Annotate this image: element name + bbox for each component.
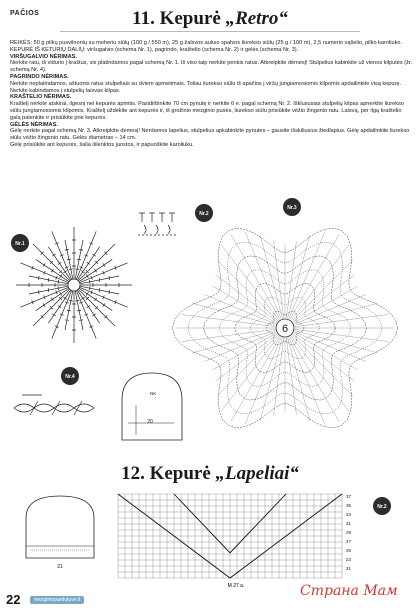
row-number: 27 (346, 539, 352, 544)
crown-paragraph: Nerkite ratu, iš vidurio į kraštus, vis platindamos pagal schemą Nr. 1. Iš viso taip nerkite penkis ratus. Atkreipkite dėmesį! Stulpelius kabinkite už vienos kilputės (žr. schemą Nr. 4). (10, 60, 412, 74)
row-number: 37 (346, 494, 352, 499)
schema-1-stitches (16, 227, 132, 343)
schema-1-center (68, 279, 80, 291)
label-nr2: Nr.2 (199, 211, 209, 217)
label-nr2-lapeliai: Nr.2 (377, 504, 387, 510)
row-number: 21 (346, 566, 352, 571)
flower-center-number: 6 (281, 323, 289, 335)
schema-2-diagram (138, 213, 178, 235)
flower-paragraph: Gėlę nerkite pagal schemą Nr. 3. Atkreipkite dėmesį! Nerdamos lapelius, stulpelius apkabinkite pynutes – gausite išskiliusius žiedlapius. Gėlę apdailinkite liurekso siūlu vėžio žingsnio ratu. Gėlės diametras – 14 cm. (10, 128, 410, 142)
base-paragraph: Nerkite neplatindamos, aštuonis ratus stulpeliais su dviem apmetimais. Toliau liurekso siūlu iš apačios į viršų jungiamosiomis kilpomis apdailinkite visą kepurę. Nerkite kabindamos į stulpelių laisvas kilpas. (10, 80, 402, 94)
crown-heading: VIRŠUGALVIO NĖRIMAS. (10, 53, 78, 60)
grid-lines (118, 494, 342, 578)
brim-paragraph: Kraštelį nerkite atskirai, ilgesnį nei kepurės apimtis. Pasidirbinkite 70 cm pynutę ir nerkite 6 e. pagal schemą Nr. 2. Išklususias stulpelių kilpas apnerkite liurekso siūlu jungiamosiomis kilpomis. Kraštelį uždėkite ant kepurės ir, iš grožinio mezginio pusės, liurekso siūlu prisiūkite vėžio žingsnio ratu. Laisvą, per ilgą kraštelio galą palenkite ir prisiūkite prie kepurės. (10, 101, 404, 121)
materials-paragraph: REIKĖS: 50 g pilkų pusvilnonių su moheriu siūlų (100 g / 550 m), 25 g žalsvos aukso spalvos liurekso siūlų (25 g / 100 m), 2,5 numerio vąšelio, pilko karoliuko. (10, 40, 403, 46)
row-number: 25 (346, 548, 352, 553)
section-name: „Lapeliai“ (215, 463, 299, 484)
page-title (40, 8, 380, 30)
crochet-diagrams (0, 195, 420, 450)
row-number: 31 (346, 521, 352, 526)
brim-heading: KRAŠTELIO NĖRIMAS. (10, 94, 72, 101)
row-number: 23 (346, 557, 352, 562)
watermark: Страна Мам (300, 583, 398, 599)
label-nr1: Nr.1 (15, 241, 25, 247)
hat-shape-diagram (122, 373, 182, 440)
pattern-instructions (10, 40, 412, 149)
section-title (40, 463, 380, 485)
lapeliai-diagrams (0, 488, 420, 588)
title-rule (60, 31, 360, 32)
brand-logo: PAČIOS (10, 10, 40, 17)
row-number: 29 (346, 530, 352, 535)
website-url: mezgimopardutuve.lt (30, 596, 84, 604)
knitting-chart-grid (118, 494, 342, 578)
schema-labels (11, 198, 301, 385)
section-word: Kepurė (149, 463, 211, 484)
pattern-repeat-label: M 27 a. (227, 583, 245, 588)
label-nr4: Nr.4 (65, 374, 75, 380)
row-numbers (346, 494, 352, 571)
schema-1-diagram (16, 227, 132, 343)
hat-nk-label: NK (150, 391, 157, 396)
page-number: 22 (6, 592, 21, 607)
row-number: 33 (346, 512, 352, 517)
title-name: „Retro“ (225, 8, 288, 29)
row-number: 35 (346, 503, 352, 508)
base-heading: PAGRINDO NĖRIMAS. (10, 73, 69, 80)
title-number: 11. (132, 8, 155, 29)
parts-paragraph: KEPURĖ IŠ KETURIŲ DALIŲ: viršugalvio (schema Nr. 1), pagrindo, kraštelio (schema Nr. 2) ir gėlės (schema Nr. 3). (10, 46, 299, 53)
title-word: Kepurė (159, 8, 221, 29)
hat-dimension-20: 20 (147, 419, 153, 425)
section-number: 12. (121, 463, 145, 484)
finish-paragraph: Gėlę prisiūkite ant kepurės, šalia išlenktos juostos, ir papuoškite karoliuku. (10, 141, 194, 148)
lapeliai-dimension-21: 21 (57, 564, 63, 570)
label-nr3: Nr.3 (287, 205, 297, 211)
lapeliai-hat-shape (26, 496, 94, 558)
flower-heading: GĖLĖS NĖRIMAS. (10, 121, 58, 128)
schema-4-diagram (14, 395, 94, 415)
